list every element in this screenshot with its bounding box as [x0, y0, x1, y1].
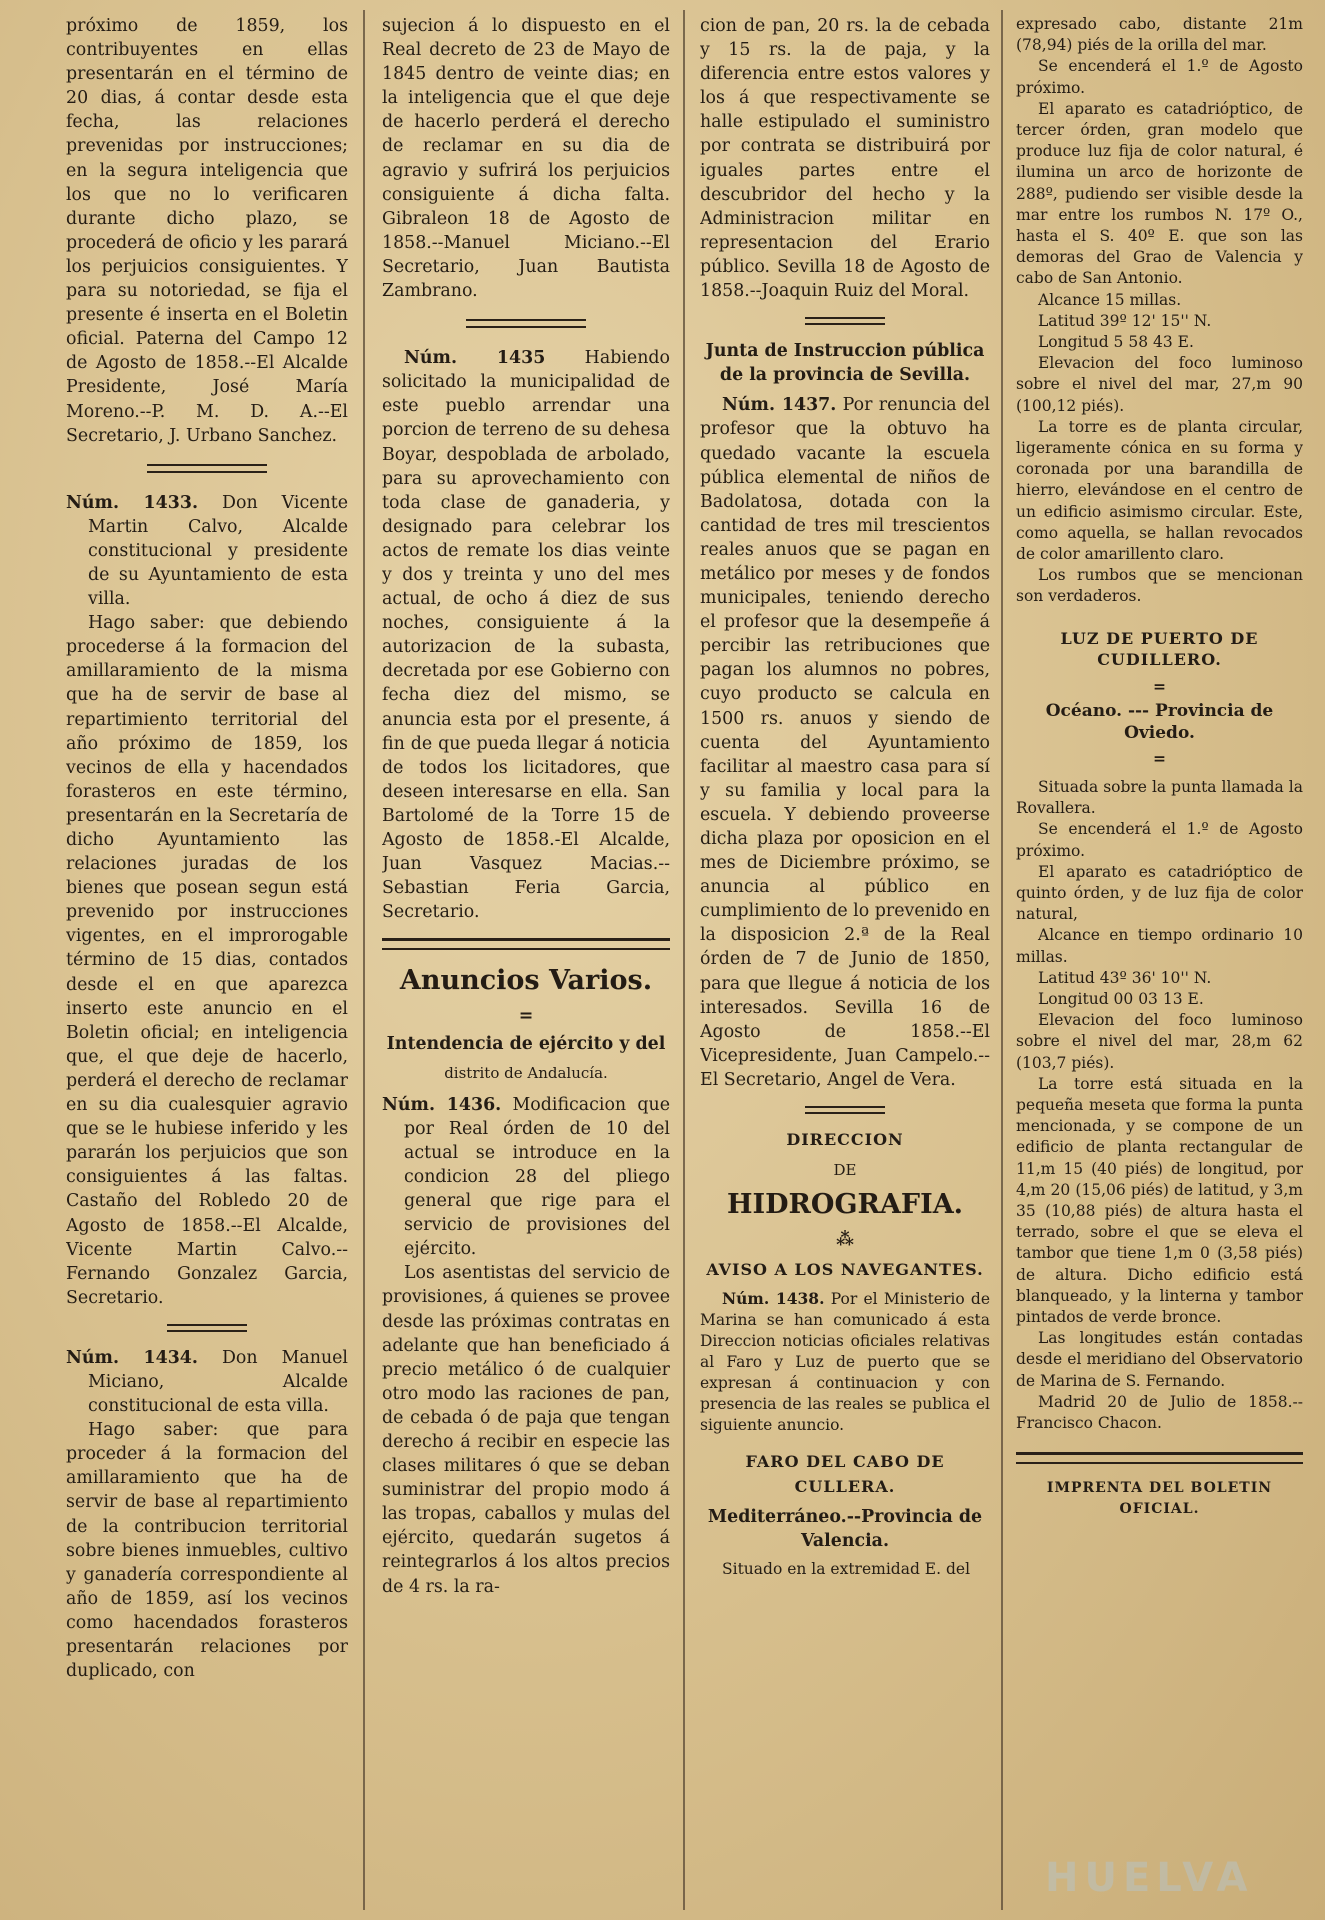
- paragraph: Hago saber: que debiendo procederse á la formacion del amillaramiento de la misma que ha de servir de base al repartimiento territorial del año próximo de 1859, los vecinos de ella y hacendados forasteros en este término, presentarán en la Secretaría de dicho Ayuntamiento las relaciones juradas de los bienes que posean segun está prevenido por instrucciones vigentes, en el improrogable término de 15 dias, contados desde el en que aparezca inserto este anuncio en el Boletin oficial; en inteligencia que, el que deje de hacerlo, perderá el derecho de reclamar en su dia cualesquier agravio que se le hubiese inferido y les pararán los perjuicios que son consiguientes á las faltas. Castaño del Robledo 20 de Agosto de 1858.--El Alcalde, Vicente Martin Calvo.--Fernando Gonzalez Garcia, Secretario.: [66, 613, 348, 1308]
- column-3: [700, 14, 990, 1580]
- watermark-text: HUELVA: [1045, 1855, 1254, 1901]
- column-rule: [683, 10, 685, 1910]
- separator: [805, 1106, 885, 1114]
- separator: [466, 319, 586, 328]
- equals-mark: =: [1153, 677, 1166, 697]
- notice-number: Núm. 1436.: [382, 1094, 502, 1115]
- paragraph: Se encenderá el 1.º de Agosto próximo.: [1016, 820, 1303, 860]
- paragraph: Las longitudes están contadas desde el meridiano del Observatorio de Marina de S. Fernando.: [1016, 1329, 1303, 1390]
- paragraph: Los asentistas del servicio de provisiones, á quienes se provee desde las próximas contratas en adelante que han beneficiado á precio metálico ó de cualquier otro modo las raciones de pan, de cebada ó de paja que tengan derecho á recibir en especie las clases militares ó que se deban suministrar del propio modo á las tropas, caballos y mulas del ejército, quedarán sugetos á reintegrarlos á los altos precios de 4 rs. la ra-: [382, 1263, 670, 1597]
- column-rule: [1001, 10, 1003, 1910]
- paragraph: Situada sobre la punta llamada la Rovallera.: [1016, 777, 1303, 818]
- paragraph: Se encenderá el 1.º de Agosto próximo.: [1016, 57, 1303, 97]
- section-heading: AVISO A LOS NAVEGANTES.: [706, 1260, 984, 1280]
- notice-heading: [382, 346, 670, 924]
- notice-heading: [66, 1346, 348, 1418]
- notice-number: Núm. 1438.: [722, 1289, 825, 1309]
- paragraph: Alcance en tiempo ordinario 10 millas.: [1016, 926, 1303, 966]
- paragraph: Elevacion del foco luminoso sobre el nivel del mar, 28,m 62 (103,7 piés).: [1016, 1011, 1303, 1072]
- paragraph: La torre es de planta circular, ligeramente cónica en su forma y coronada por una barandilla de hierro, elevándose en el centro de un edificio asimismo circular. Este, como aquella, se hallan revocados de color amarillento claro.: [1016, 417, 1303, 564]
- notice-heading: [382, 1093, 670, 1262]
- lighthouse-region: Océano. --- Provincia de Oviedo.: [1045, 701, 1274, 743]
- separator: [805, 317, 885, 325]
- double-rule: [382, 938, 670, 950]
- signature: Madrid 20 de Julio de 1858.--Francisco Chacon.: [1016, 1392, 1303, 1432]
- section-title: HIDROGRAFIA.: [726, 1189, 964, 1221]
- paragraph: Los rumbos que se mencionan son verdaderos.: [1016, 566, 1303, 606]
- notice-title: Modificacion que por Real órden de 10 del actual se introduce en la condicion 28 del pliego general que rige para el servicio de provisiones del ejército.: [404, 1094, 670, 1260]
- equals-mark: =: [1153, 748, 1166, 768]
- paragraph: Situado en la extremidad E. del: [722, 1559, 971, 1578]
- notice-heading: [700, 1288, 990, 1436]
- lighthouse-title: FARO DEL CABO DE CULLERA.: [745, 1452, 945, 1496]
- paragraph: La torre está situada en la pequeña meseta que forma la punta mencionada, y se compone de un edificio de planta rectangular de 11,m 15 (40 piés) de longitud, por 4,m 20 (15,06 piés) de latitud, y 3,m 35 (10,88 piés) de altura hasta el terrado, sobre el que se eleva el tambor que tiene 1,m 0 (3,58 piés) de altura. Dicho edificio está blanqueado, y la linterna y tambor pintados de verde bronce.: [1016, 1074, 1303, 1326]
- paragraph: expresado cabo, distante 21m (78,94) piés de la orilla del mar.: [1016, 15, 1303, 55]
- section-heading: DIRECCION: [786, 1130, 904, 1150]
- data-line: Latitud 39º 12' 15'' N.: [1038, 311, 1212, 330]
- data-line: Alcance 15 millas.: [1038, 290, 1182, 309]
- notice-number: Núm. 1435: [404, 348, 546, 369]
- section-heading-de: DE: [833, 1161, 857, 1180]
- column-rule: [363, 10, 365, 1910]
- separator: [167, 1324, 247, 1332]
- equals-mark: =: [518, 1006, 534, 1027]
- paragraph: El aparato es catadrióptico, de tercer órden, gran modelo que produce luz fija de color natural, é ilumina un arco de horizonte de 288º, pudiendo ser visible desde la mar entre los rumbos N. 17º O., hasta el S. 40º E. que son las demoras del Grao de Valencia y cabo de San Antonio.: [1016, 99, 1303, 288]
- paragraph: sujecion á lo dispuesto en el Real decreto de 23 de Mayo de 1845 dentro de veinte dias; en la inteligencia que el que deje de hacerlo perderá el derecho de reclamar en su dia de agravio y sufrirá los perjuicios consiguiente á dicha falta. Gibraleon 18 de Agosto de 1858.--Manuel Miciano.--El Secretario, Juan Bautista Zambrano.: [382, 16, 670, 302]
- section-subtitle: Intendencia de ejército y del: [386, 1034, 666, 1055]
- notice-title: Don Vicente Martin Calvo, Alcalde constitucional y presidente de su Ayuntamiento de esta villa.: [88, 492, 348, 610]
- notice-heading: [66, 491, 348, 611]
- paragraph: próximo de 1859, los contribuyentes en ellas presentarán en el término de 20 dias, á contar desde esta fecha, las relaciones prevenidas por instrucciones; en la segura inteligencia que los que no lo verificaren durante dicho plazo, se procederá de oficio y les parará los perjuicios consiguientes. Y para su notoriedad, se fija el presente é inserta en el Boletin oficial. Paterna del Campo 12 de Agosto de 1858.--El Alcalde Presidente, José María Moreno.--P. M. D. A.--El Secretario, J. Urbano Sanchez.: [66, 16, 348, 446]
- notice-title: Don Manuel Miciano, Alcalde constitucional de esta villa.: [88, 1347, 348, 1417]
- lighthouse-title: LUZ DE PUERTO DE CUDILLERO.: [1060, 628, 1259, 669]
- section-subtitle-2: distrito de Andalucía.: [444, 1063, 608, 1082]
- double-rule: [1016, 1452, 1303, 1464]
- notice-number: Núm. 1434.: [66, 1347, 198, 1368]
- separator: [147, 464, 267, 473]
- notice-heading: [700, 393, 990, 1092]
- paragraph: El aparato es catadrióptico de quinto órden, y de luz fija de color natural,: [1016, 862, 1303, 924]
- printer-imprint: IMPRENTA DEL BOLETIN OFICIAL.: [1046, 1480, 1273, 1518]
- data-line: Longitud 00 03 13 E.: [1038, 989, 1204, 1008]
- paragraph: Elevacion del foco luminoso sobre el nivel del mar, 27,m 90 (100,12 piés).: [1016, 354, 1303, 415]
- ornament: ⁂: [836, 1230, 854, 1251]
- paragraph: Habiendo solicitado la municipalidad de este pueblo arrendar una porcion de terreno de su dehesa Boyar, despoblada de arbolado, para su aprovechamiento con toda clase de ganaderia, y designado para celebrar los actos de remate los dias veinte y dos y treinta y uno del mes actual, de ocho á diez de sus noches, consiguiente á la autorizacion de la subasta, decretada por ese Gobierno con fecha diez del mismo, se anuncia esta por el presente, á fin de que pueda llegar á noticia de todos los licitadores, que deseen interesarse en ella. San Bartolomé de la Torre 15 de Agosto de 1858.-El Alcalde, Juan Vasquez Macias.--Sebastian Feria Garcia, Secretario.: [382, 348, 670, 923]
- column-4: [1016, 14, 1303, 1521]
- data-line: Longitud 5 58 43 E.: [1038, 333, 1194, 352]
- notice-number: Núm. 1433.: [66, 492, 199, 513]
- data-line: Latitud 43º 36' 10'' N.: [1038, 968, 1212, 987]
- paragraph: Hago saber: que para proceder á la formacion del amillaramiento que ha de servir de base al repartimiento de la contribucion territorial sobre bienes inmuebles, cultivo y ganadería correspondiente al año de 1859, así los vecinos como hacendados forasteros presentarán relaciones por duplicado, con: [66, 1420, 348, 1682]
- section-subtitle: Junta de Instruccion pública de la provincia de Sevilla.: [705, 341, 985, 386]
- paragraph: Por renuncia del profesor que la obtuvo ha quedado vacante la escuela pública elemental de niños de Badolatosa, dotada con la cantidad de tres mil trescientos reales anuos que se pagan en metálico por meses y de fondos municipales, teniendo derecho el profesor que la desempeñe á percibir las retribuciones que pagan los alumnos no pobres, cuyo producto se calcula en 1500 rs. anuos y siendo de cuenta del Ayuntamiento facilitar al maestro casa para sí y su familia y local para la escuela. Y debiendo proveerse dicha plaza por oposicion en el mes de Diciembre próximo, se anuncia al público en cumplimiento de lo prevenido en la disposicion 2.ª de la Real órden de 7 de Junio de 1850, para que llegue á noticia de los interesados. Sevilla 16 de Agosto de 1858.--El Vicepresidente, Juan Campelo.--El Secretario, Angel de Vera.: [700, 395, 990, 1090]
- paragraph: Por el Ministerio de Marina se han comunicado á esta Direccion noticias oficiales relativas al Faro y Luz de puerto que se expresan á continuacion y con presencia de las reales se publica el siguiente anuncio.: [700, 1290, 990, 1435]
- section-title: Anuncios Varios.: [399, 965, 653, 997]
- paragraph: cion de pan, 20 rs. la de cebada y 15 rs. la de paja, y la diferencia entre estos valores y los á que respectivamente se halle estipulado el suministro por contrata se distribuirá por iguales partes entre el descubridor del hecho y la Administracion militar en representacion del Erario público. Sevilla 18 de Agosto de 1858.--Joaquin Ruiz del Moral.: [700, 16, 990, 302]
- notice-number: Núm. 1437.: [722, 395, 837, 416]
- column-2: [382, 14, 670, 1599]
- column-1: [66, 14, 348, 1683]
- lighthouse-region: Mediterráneo.--Provincia de Valencia.: [707, 1506, 983, 1551]
